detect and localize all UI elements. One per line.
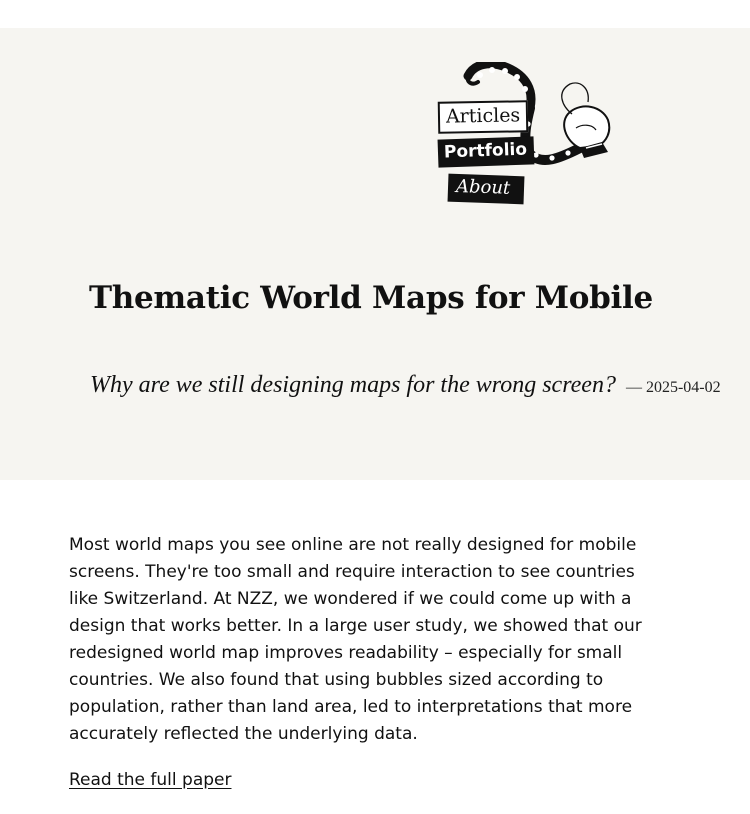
- subtitle-row: [90, 372, 721, 399]
- article-subtitle: Why are we still designing maps for the wrong screen?: [90, 372, 616, 398]
- read-full-paper-link[interactable]: Read the full paper: [69, 770, 232, 790]
- date-dash: —: [625, 379, 642, 396]
- nav-portfolio-link[interactable]: Portfolio: [438, 136, 535, 167]
- article-date-wrap: [626, 379, 721, 396]
- article-body: Most world maps you see online are not really designed for mobile screens. They're too small and require interaction to see countries like Switzerland. At NZZ, we wondered if we could come up with a design that works better. In a large user study, we showed that our redesigned world map improves readability – especially for small countries. We also found that using bubbles sized according to population, rather than land area, led to interpretations that more accurately reflected the underlying data.: [69, 535, 642, 744]
- nav-about-link[interactable]: About: [448, 174, 525, 205]
- nav-articles-link[interactable]: Articles: [438, 100, 529, 134]
- nav-illustration: [430, 62, 620, 212]
- page-title: Thematic World Maps for Mobile: [89, 280, 653, 316]
- hero-section: [0, 28, 750, 480]
- article-date: 2025-04-02: [645, 379, 721, 396]
